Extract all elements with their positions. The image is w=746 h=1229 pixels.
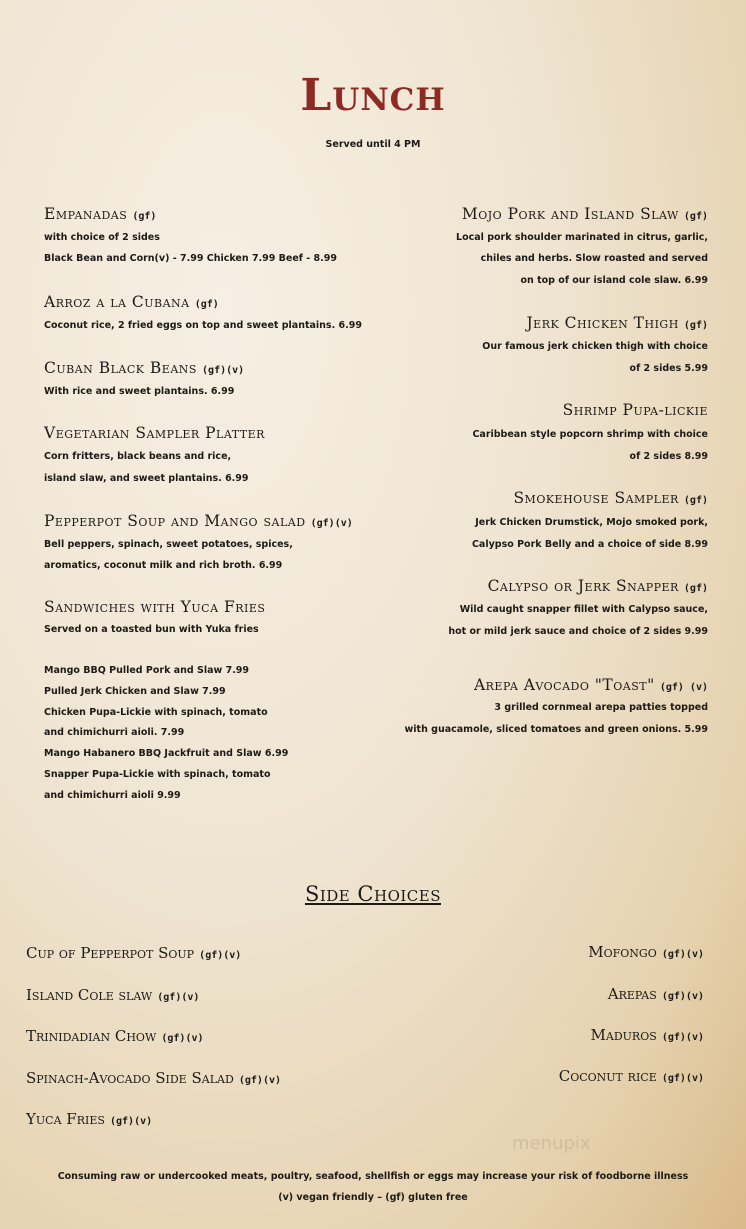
item-name: Shrimp Pupa-lickie — [562, 401, 708, 419]
food-safety-warning: Consuming raw or undercooked meats, poultry, seafood, shellfish or eggs may increase your risk of foodborne illness — [57, 1171, 689, 1182]
served-until-note: Served until 4 PM — [325, 139, 421, 150]
item-desc: aromatics, coconut milk and rich broth. 6.99 — [44, 560, 283, 571]
menu-item-arepa-toast — [474, 675, 708, 694]
menu-item-shrimp — [563, 400, 708, 419]
side-item — [608, 984, 704, 1003]
side-tag: (gf)(v) — [661, 991, 704, 1002]
item-tag: (gf) — [683, 583, 708, 594]
item-desc: Served on a toasted bun with Yuka fries — [44, 624, 259, 635]
item-name: Arepa Avocado "Toast" — [473, 676, 655, 694]
side-name: Arepas — [607, 985, 657, 1003]
sandwich-line: Pulled Jerk Chicken and Slaw 7.99 — [44, 686, 226, 697]
item-tag: (gf)(v) — [202, 365, 245, 376]
item-desc: Black Bean and Corn(v) - 7.99 Chicken 7.99 Beef - 8.99 — [44, 253, 337, 264]
sandwich-line: Mango Habanero BBQ Jackfruit and Slaw 6.99 — [44, 748, 289, 759]
side-tag: (gf)(v) — [161, 1033, 204, 1044]
side-item — [26, 985, 199, 1004]
side-name: Maduros — [590, 1026, 657, 1044]
watermark: menupix — [512, 1133, 591, 1154]
side-tag: (gf)(v) — [110, 1116, 153, 1127]
menu-item-sandwiches — [44, 597, 265, 616]
side-tag: (gf)(v) — [661, 1032, 704, 1043]
item-desc: of 2 sides 5.99 — [629, 363, 708, 374]
item-name: Cuban Black Beans — [44, 359, 197, 377]
side-name: Cup of Pepperpot Soup — [26, 944, 195, 962]
sandwich-line: and chimichurri aioli 9.99 — [44, 790, 181, 801]
side-item — [26, 1026, 204, 1045]
side-tag: (gf)(v) — [157, 992, 200, 1003]
side-item — [26, 1068, 281, 1087]
side-tag: (gf)(v) — [661, 949, 704, 960]
side-choices-heading: Side Choices — [304, 882, 442, 906]
item-name: Pepperpot Soup and Mango salad — [44, 512, 306, 530]
item-name: Smokehouse Sampler — [513, 489, 679, 507]
item-tag: (gf)(v) — [310, 518, 353, 529]
item-name: Sandwiches with Yuca Fries — [44, 598, 266, 616]
item-desc: Calypso Pork Belly and a choice of side 8.99 — [471, 539, 708, 550]
side-item — [26, 1109, 152, 1128]
item-tag: (gf) — [683, 495, 708, 506]
item-desc: With rice and sweet plantains. 6.99 — [44, 386, 235, 397]
item-desc: with guacamole, sliced tomatoes and green onions. 5.99 — [404, 724, 708, 735]
item-desc: Corn fritters, black beans and rice, — [44, 451, 232, 462]
side-item — [26, 943, 241, 962]
item-tag: (gf) — [194, 299, 219, 310]
item-desc: Our famous jerk chicken thigh with choice — [482, 341, 708, 352]
menu-item-smokehouse — [513, 488, 708, 507]
item-name: Arroz a la Cubana — [44, 293, 190, 311]
side-item — [559, 1066, 704, 1085]
side-name: Yuca Fries — [26, 1110, 105, 1128]
side-name: Coconut rice — [558, 1067, 657, 1085]
page-title: Lunch — [300, 70, 446, 121]
sandwich-line: Snapper Pupa-Lickie with spinach, tomato — [44, 769, 271, 780]
item-name: Calypso or Jerk Snapper — [487, 577, 679, 595]
side-item — [588, 942, 704, 961]
sandwich-line: Mango BBQ Pulled Pork and Slaw 7.99 — [44, 665, 250, 676]
item-tag: (gf) — [683, 320, 708, 331]
side-item — [591, 1025, 704, 1044]
item-desc: Wild caught snapper fillet with Calypso sauce, — [459, 604, 708, 615]
item-desc: of 2 sides 8.99 — [629, 451, 708, 462]
side-tag: (gf)(v) — [238, 1075, 282, 1086]
sandwich-line: and chimichurri aioli. 7.99 — [44, 727, 185, 738]
sandwich-line: Chicken Pupa-Lickie with spinach, tomato — [44, 707, 268, 718]
side-name: Spinach-Avocado Side Salad — [26, 1069, 234, 1087]
item-desc: hot or mild jerk sauce and choice of 2 sides 9.99 — [448, 626, 708, 637]
item-name: Vegetarian Sampler Platter — [44, 424, 265, 442]
item-desc: Local pork shoulder marinated in citrus, garlic, — [456, 232, 708, 243]
item-tag: (gf) — [683, 211, 708, 222]
side-tag: (gf)(v) — [199, 950, 242, 961]
item-name: Jerk Chicken Thigh — [526, 314, 679, 332]
item-desc: on top of our island cole slaw. 6.99 — [520, 275, 708, 286]
side-name: Mofongo — [588, 943, 657, 961]
item-desc: with choice of 2 sides — [44, 232, 160, 243]
side-name: Trinidadian Chow — [26, 1027, 157, 1045]
side-tag: (gf)(v) — [661, 1073, 704, 1084]
menu-item-jerk-chicken — [526, 313, 708, 332]
item-desc: Bell peppers, spinach, sweet potatoes, spices, — [44, 539, 293, 550]
menu-item-arroz — [44, 292, 219, 311]
menu-item-black-beans — [44, 358, 244, 377]
menu-item-pepperpot — [44, 511, 353, 530]
item-tag: (gf) — [132, 211, 157, 222]
item-desc: Coconut rice, 2 fried eggs on top and sweet plantains. 6.99 — [44, 320, 362, 331]
menu-item-empanadas — [44, 204, 156, 223]
item-desc: 3 grilled cornmeal arepa patties topped — [494, 702, 708, 713]
item-desc: Jerk Chicken Drumstick, Mojo smoked pork, — [475, 517, 708, 528]
item-name: Mojo Pork and Island Slaw — [461, 205, 679, 223]
diet-legend: (v) vegan friendly – (gf) gluten free — [278, 1192, 468, 1203]
side-name: Island Cole slaw — [26, 986, 153, 1004]
item-name: Empanadas — [44, 205, 128, 223]
item-desc: Caribbean style popcorn shrimp with choice — [472, 429, 708, 440]
menu-item-veg-sampler — [44, 423, 265, 442]
menu-item-mojo-pork — [462, 204, 708, 223]
item-desc: chiles and herbs. Slow roasted and served — [480, 253, 708, 264]
item-desc: island slaw, and sweet plantains. 6.99 — [44, 473, 249, 484]
item-tag: (gf) (v) — [659, 682, 708, 693]
menu-item-snapper — [488, 576, 708, 595]
